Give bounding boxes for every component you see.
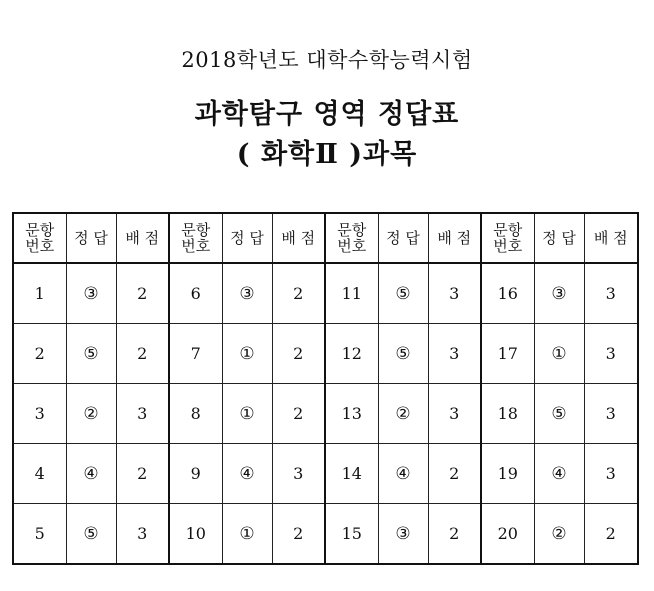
points-cell: 2 [116, 263, 169, 324]
answer-cell: ① [222, 384, 272, 444]
answer-cell: ③ [222, 263, 272, 324]
question-number: 1 [13, 263, 66, 324]
points-cell: 3 [116, 504, 169, 565]
header-question-number: 문항 번호 [13, 213, 66, 263]
points-cell: 3 [116, 384, 169, 444]
points-cell: 2 [272, 504, 325, 565]
points-cell: 3 [584, 324, 638, 384]
points-cell: 2 [584, 504, 638, 565]
table-row [13, 504, 638, 565]
header-question-number: 문항 번호 [481, 213, 534, 263]
question-number: 19 [481, 444, 534, 504]
answer-cell: ① [222, 504, 272, 565]
points-cell: 2 [116, 324, 169, 384]
header-points: 배 점 [272, 213, 325, 263]
answer-cell: ④ [534, 444, 584, 504]
question-number: 9 [169, 444, 222, 504]
answer-cell: ② [66, 384, 116, 444]
points-cell: 2 [428, 444, 481, 504]
document-title: 과학탐구 영역 정답표 [194, 99, 460, 130]
table-row [13, 263, 638, 324]
answer-key-table [12, 212, 639, 565]
answer-cell: ③ [378, 504, 428, 565]
answer-cell: ⑤ [534, 384, 584, 444]
answer-cell: ② [378, 384, 428, 444]
question-number: 15 [325, 504, 378, 565]
header-question-number: 문항 번호 [169, 213, 222, 263]
answer-cell: ③ [534, 263, 584, 324]
question-number: 3 [13, 384, 66, 444]
points-cell: 2 [272, 263, 325, 324]
question-number: 12 [325, 324, 378, 384]
question-number: 2 [13, 324, 66, 384]
question-number: 17 [481, 324, 534, 384]
question-number: 6 [169, 263, 222, 324]
header-answer: 정 답 [378, 213, 428, 263]
question-number: 13 [325, 384, 378, 444]
points-cell: 3 [428, 263, 481, 324]
header-answer: 정 답 [66, 213, 116, 263]
table-row [13, 444, 638, 504]
points-cell: 3 [584, 263, 638, 324]
header-points: 배 점 [428, 213, 481, 263]
points-cell: 2 [272, 324, 325, 384]
answer-cell: ⑤ [378, 263, 428, 324]
points-cell: 3 [428, 324, 481, 384]
points-cell: 3 [428, 384, 481, 444]
points-cell: 2 [428, 504, 481, 565]
points-cell: 2 [116, 444, 169, 504]
points-cell: 3 [584, 384, 638, 444]
question-number: 10 [169, 504, 222, 565]
header-points: 배 점 [116, 213, 169, 263]
table-row [13, 324, 638, 384]
answer-cell: ④ [222, 444, 272, 504]
question-number: 18 [481, 384, 534, 444]
exam-name: 2018학년도 대학수학능력시험 [181, 48, 473, 72]
question-number: 5 [13, 504, 66, 565]
question-number: 11 [325, 263, 378, 324]
header-points: 배 점 [584, 213, 638, 263]
question-number: 4 [13, 444, 66, 504]
points-cell: 3 [584, 444, 638, 504]
points-cell: 2 [272, 384, 325, 444]
question-number: 8 [169, 384, 222, 444]
question-number: 14 [325, 444, 378, 504]
answer-cell: ⑤ [378, 324, 428, 384]
header-answer: 정 답 [222, 213, 272, 263]
question-number: 7 [169, 324, 222, 384]
points-cell: 3 [272, 444, 325, 504]
answer-cell: ④ [66, 444, 116, 504]
question-number: 20 [481, 504, 534, 565]
table-header-row [13, 213, 638, 263]
answer-cell: ⑤ [66, 504, 116, 565]
table-row [13, 384, 638, 444]
header-answer: 정 답 [534, 213, 584, 263]
answer-cell: ③ [66, 263, 116, 324]
header-question-number: 문항 번호 [325, 213, 378, 263]
answer-cell: ② [534, 504, 584, 565]
answer-cell: ④ [378, 444, 428, 504]
question-number: 16 [481, 263, 534, 324]
answer-cell: ① [534, 324, 584, 384]
subject-name: ( 화학Ⅱ )과목 [236, 139, 418, 170]
answer-cell: ① [222, 324, 272, 384]
answer-cell: ⑤ [66, 324, 116, 384]
